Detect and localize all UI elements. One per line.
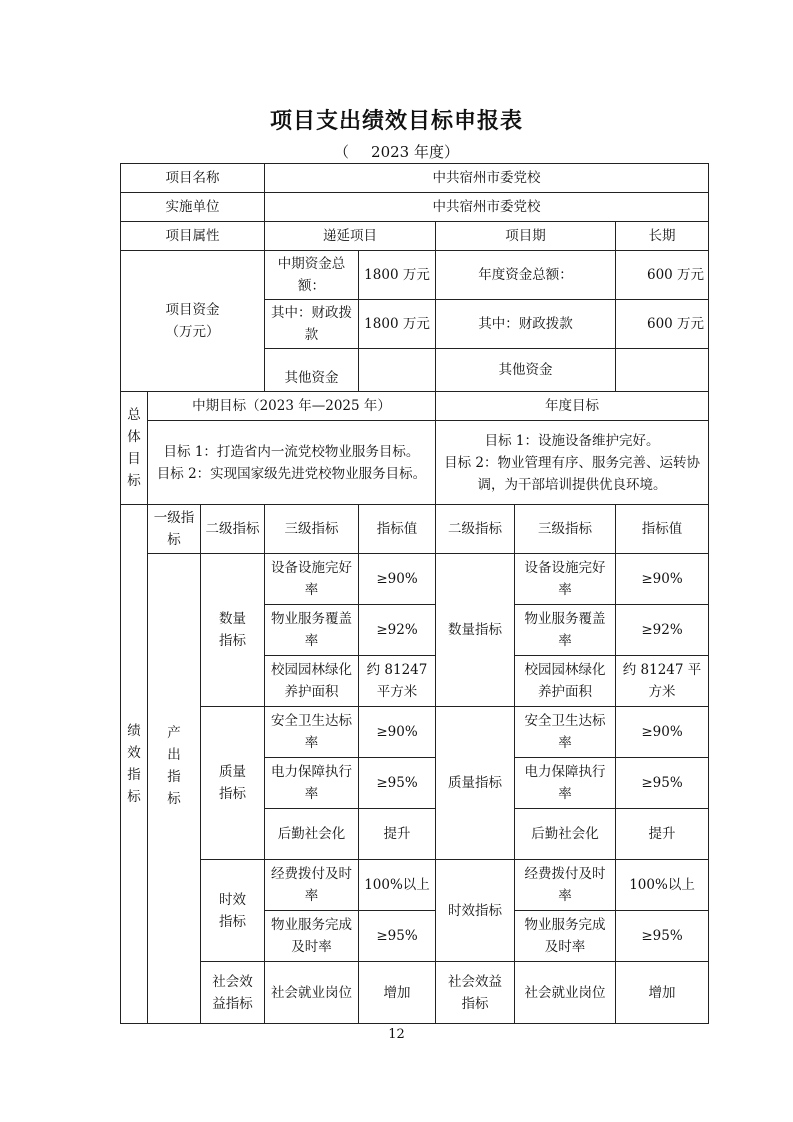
quantity-3-name-right: 校园园林绿化养护面积	[515, 656, 616, 707]
attribute-label: 项目属性	[121, 222, 265, 251]
project-name-label: 项目名称	[121, 164, 265, 193]
project-name-value: 中共宿州市委党校	[265, 164, 709, 193]
period-value: 长期	[616, 222, 709, 251]
attribute-value: 递延项目	[265, 222, 436, 251]
timely-1-value-left: 100%以上	[359, 860, 436, 911]
quantity-label-left	[201, 554, 265, 707]
overall-goals-label-text: 总体目标	[127, 407, 141, 489]
form-year	[0, 141, 793, 162]
table-row	[121, 707, 709, 758]
quantity-3-value-right: 约 81247 平方米	[616, 656, 709, 707]
timely-label-left-text: 时效指标	[219, 891, 246, 930]
social-1-value-left: 增加	[359, 962, 436, 1024]
quantity-3-value-left: 约 81247 平方米	[359, 656, 436, 707]
quantity-3-name-left: 校园园林绿化养护面积	[265, 656, 359, 707]
annual-fiscal-label: 其中：财政拨款	[436, 300, 616, 349]
row-project-attribute	[121, 222, 709, 251]
midterm-fiscal-value: 1800 万元	[359, 300, 436, 349]
overall-goals-label	[121, 392, 148, 505]
midterm-other-label: 其他资金	[265, 349, 359, 392]
social-label-left-text: 社会效益指标	[212, 973, 253, 1012]
annual-goals-header: 年度目标	[436, 392, 709, 421]
midterm-other-value	[359, 349, 436, 392]
page-number: 12	[388, 1027, 405, 1042]
quantity-label-right: 数量指标	[436, 554, 515, 707]
timely-2-name-right: 物业服务完成及时率	[515, 911, 616, 962]
performance-indicators-label	[121, 505, 148, 1024]
timely-label-left	[201, 860, 265, 962]
quality-2-value-left: ≥95%	[359, 758, 436, 809]
midterm-goal-1: 目标 1：打造省内一流党校物业服务目标。	[163, 443, 420, 460]
quality-2-value-right: ≥95%	[616, 758, 709, 809]
midterm-goal-2: 目标 2：实现国家级先进党校物业服务目标。	[156, 465, 427, 482]
quantity-2-value-right: ≥92%	[616, 605, 709, 656]
timely-2-name-left: 物业服务完成及时率	[265, 911, 359, 962]
quality-2-name-right: 电力保障执行率	[515, 758, 616, 809]
midterm-goals-header: 中期目标（2023 年—2025 年）	[148, 392, 436, 421]
quantity-label-left-text: 数量指标	[219, 611, 246, 649]
social-1-value-right: 增加	[616, 962, 709, 1024]
year-value: 2023 年度）	[371, 143, 459, 161]
table-row	[121, 860, 709, 911]
quality-label-right: 质量指标	[436, 707, 515, 860]
midterm-goals	[148, 421, 436, 505]
header-level2-left: 二级指标	[201, 505, 265, 554]
annual-goal-2: 目标 2：物业管理有序、服务完善、运转协调，为干部培训提供优良环境。	[444, 454, 700, 493]
quantity-1-name-left: 设备设施完好率	[265, 554, 359, 605]
row-funds-total	[121, 251, 709, 300]
annual-fiscal-value: 600 万元	[616, 300, 709, 349]
quality-2-name-left: 电力保障执行率	[265, 758, 359, 809]
quality-label-left	[201, 707, 265, 860]
table-row	[121, 962, 709, 1024]
row-project-name	[121, 164, 709, 193]
quality-1-value-right: ≥90%	[616, 707, 709, 758]
annual-total-value: 600 万元	[616, 251, 709, 300]
quality-3-name-right: 后勤社会化	[515, 809, 616, 860]
midterm-total-label: 中期资金总额：	[265, 251, 359, 300]
unit-label: 实施单位	[121, 193, 265, 222]
year-open-paren: （	[334, 143, 350, 161]
timely-1-name-right: 经费拨付及时率	[515, 860, 616, 911]
funds-label	[121, 251, 265, 392]
header-level2-right: 二级指标	[436, 505, 515, 554]
social-label-left	[201, 962, 265, 1024]
quality-3-value-left: 提升	[359, 809, 436, 860]
funds-label-text: 项目资金（万元）	[165, 302, 220, 340]
quantity-2-name-left: 物业服务覆盖率	[265, 605, 359, 656]
row-overall-header	[121, 392, 709, 421]
quantity-2-name-right: 物业服务覆盖率	[515, 605, 616, 656]
annual-other-label: 其他资金	[436, 349, 616, 392]
output-indicators-label-text: 产出指标	[167, 725, 181, 807]
annual-other-value	[616, 349, 709, 392]
annual-total-label: 年度资金总额：	[436, 251, 616, 300]
table-row	[121, 554, 709, 605]
performance-form-table	[120, 163, 709, 1024]
timely-2-value-left: ≥95%	[359, 911, 436, 962]
quantity-1-value-left: ≥90%	[359, 554, 436, 605]
header-value-right: 指标值	[616, 505, 709, 554]
quality-1-name-right: 安全卫生达标率	[515, 707, 616, 758]
quantity-2-value-left: ≥92%	[359, 605, 436, 656]
row-implementing-unit	[121, 193, 709, 222]
performance-indicators-label-text: 绩效指标	[127, 723, 141, 805]
social-1-name-right: 社会就业岗位	[515, 962, 616, 1024]
timely-label-right: 时效指标	[436, 860, 515, 962]
quality-3-name-left: 后勤社会化	[265, 809, 359, 860]
annual-goals	[436, 421, 709, 505]
social-1-name-left: 社会就业岗位	[265, 962, 359, 1024]
annual-goal-1: 目标 1：设施设备维护完好。	[484, 432, 660, 449]
quality-1-value-left: ≥90%	[359, 707, 436, 758]
midterm-fiscal-label: 其中：财政拨款	[265, 300, 359, 349]
social-label-right	[436, 962, 515, 1024]
timely-2-value-right: ≥95%	[616, 911, 709, 962]
timely-1-value-right: 100%以上	[616, 860, 709, 911]
quality-label-left-text: 质量指标	[219, 764, 246, 802]
timely-1-name-left: 经费拨付及时率	[265, 860, 359, 911]
header-level3-right: 三级指标	[515, 505, 616, 554]
output-indicators-label	[148, 554, 201, 1024]
row-indicator-header	[121, 505, 709, 554]
quantity-1-name-right: 设备设施完好率	[515, 554, 616, 605]
header-level3-left: 三级指标	[265, 505, 359, 554]
quality-3-value-right: 提升	[616, 809, 709, 860]
header-value-left: 指标值	[359, 505, 436, 554]
quantity-1-value-right: ≥90%	[616, 554, 709, 605]
unit-value: 中共宿州市委党校	[265, 193, 709, 222]
quality-1-name-left: 安全卫生达标率	[265, 707, 359, 758]
social-label-right-text: 社会效益指标	[448, 973, 502, 1012]
header-level1: 一级指标	[148, 505, 201, 554]
form-title: 项目支出绩效目标申报表	[269, 109, 523, 134]
midterm-total-value: 1800 万元	[359, 251, 436, 300]
period-label: 项目期	[436, 222, 616, 251]
row-overall-goals	[121, 421, 709, 505]
